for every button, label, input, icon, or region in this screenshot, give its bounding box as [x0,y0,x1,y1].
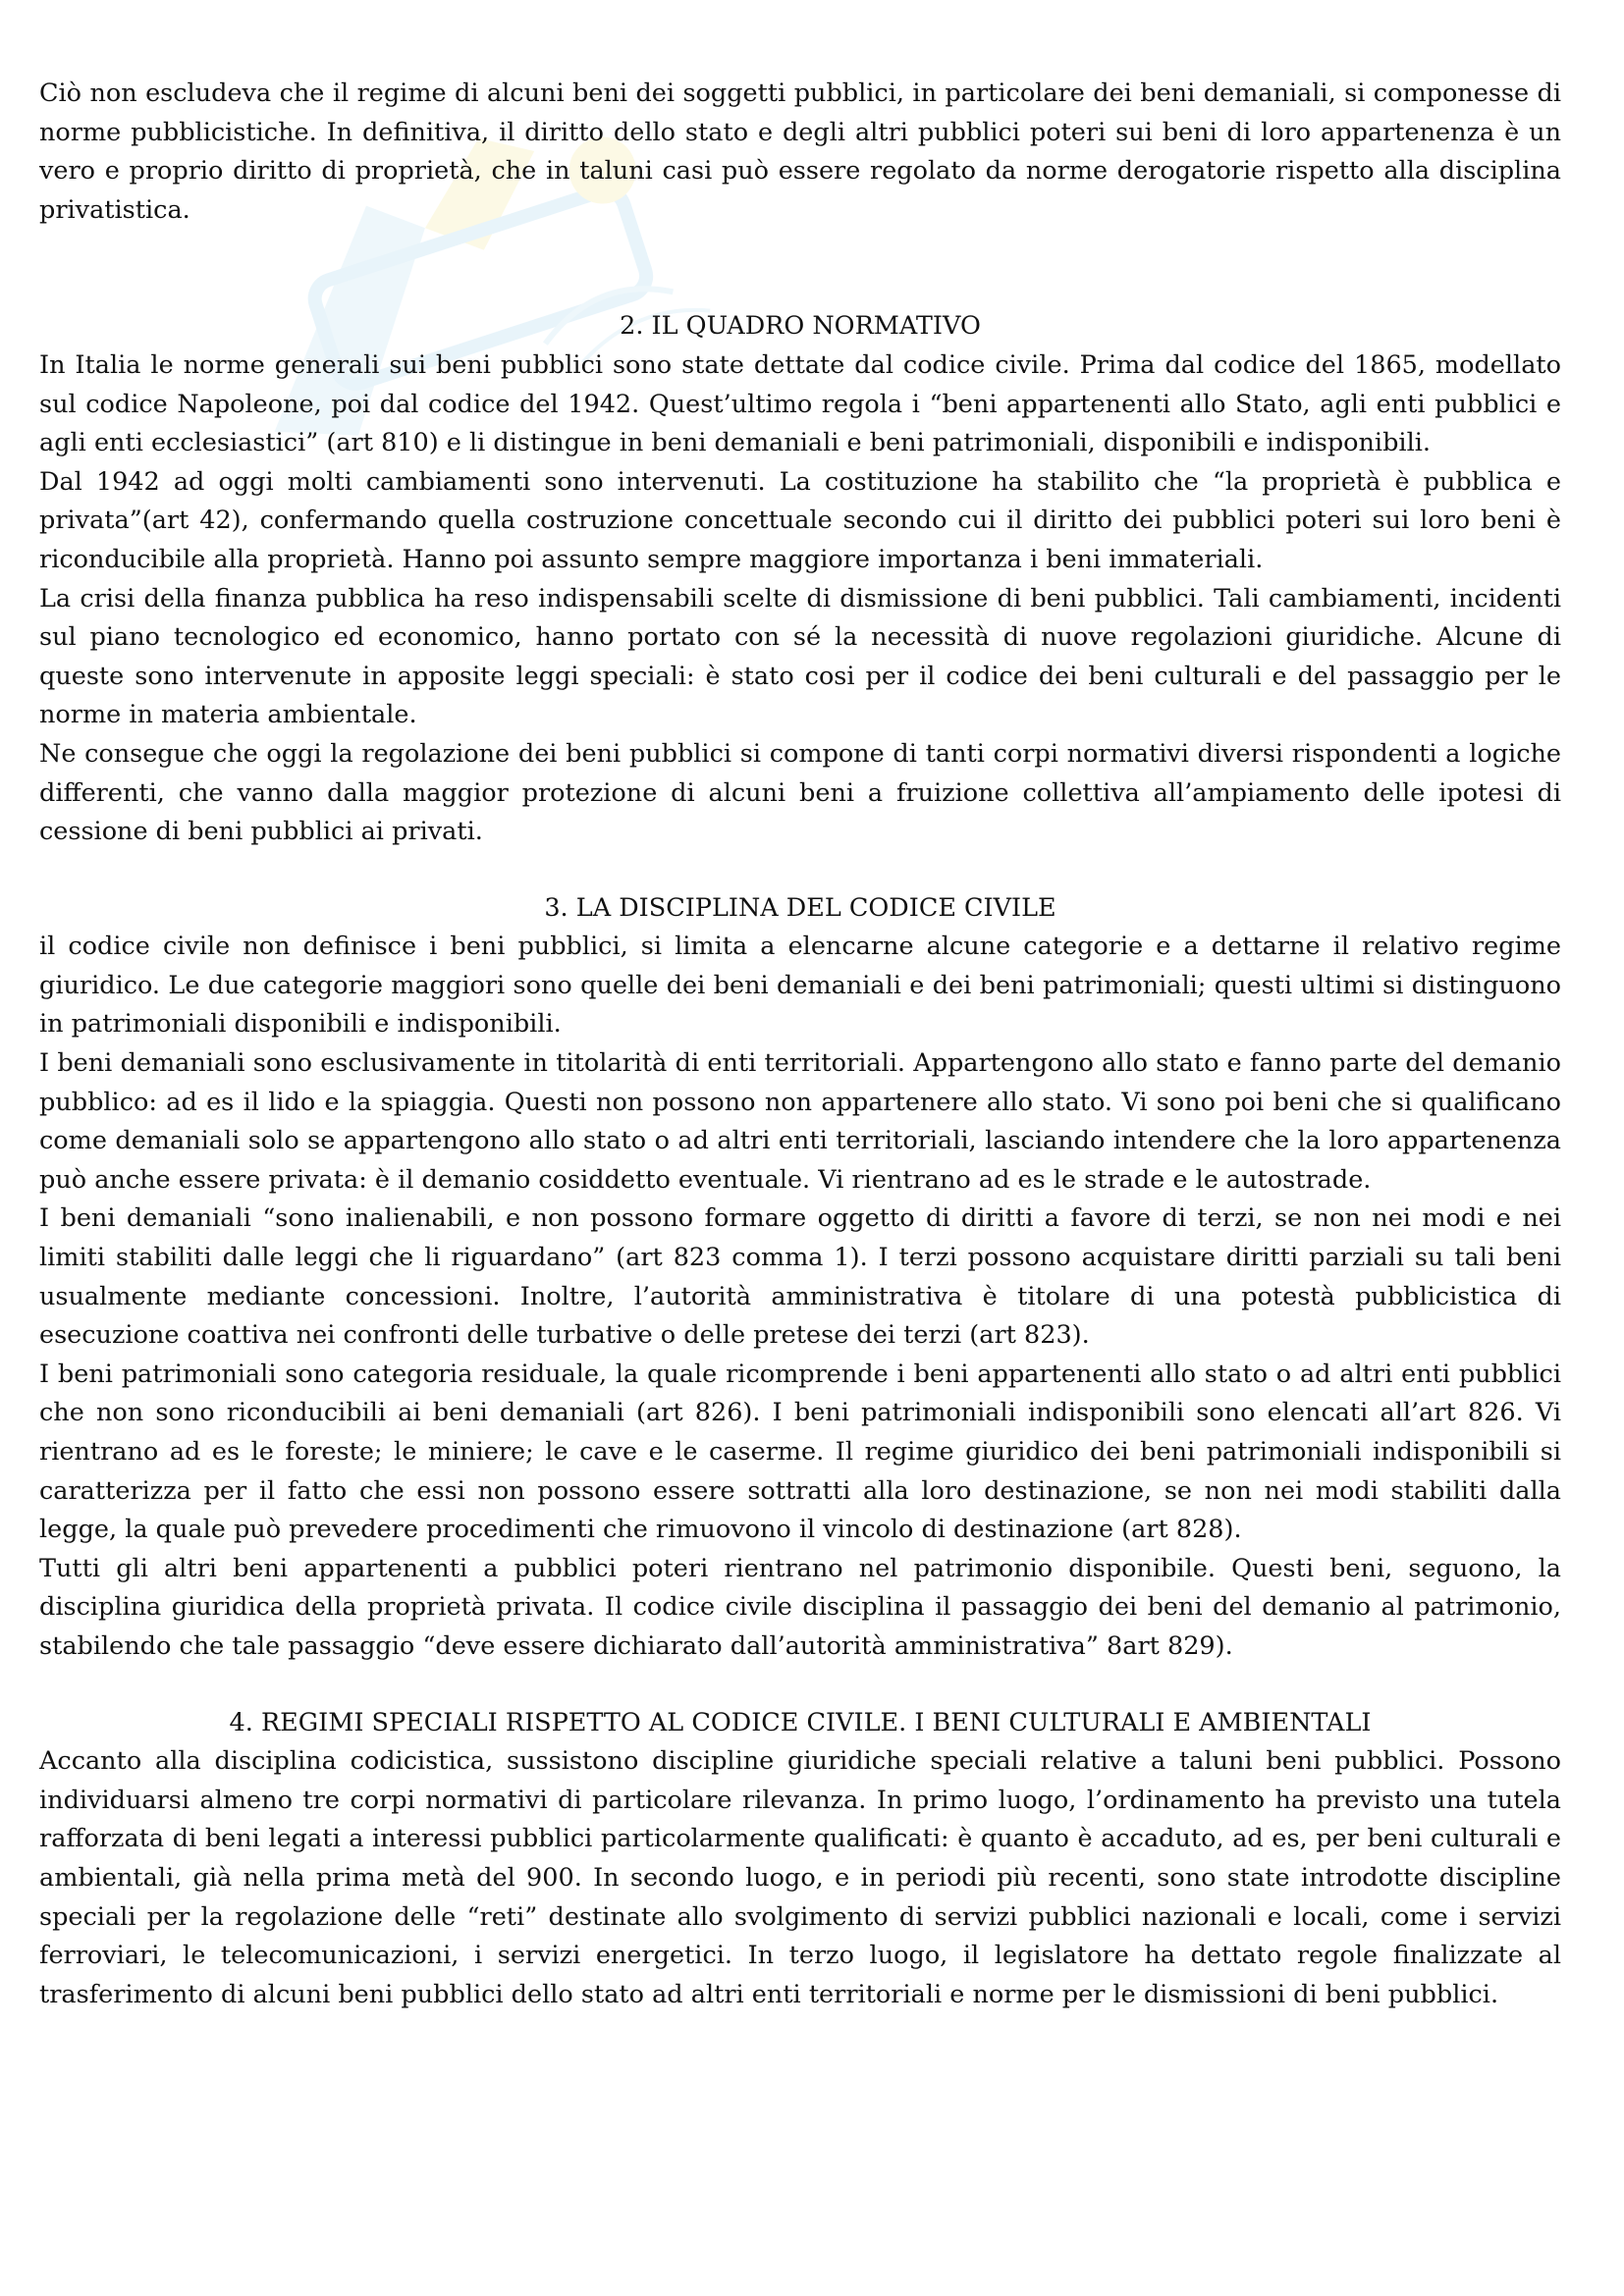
paragraph: I beni patrimoniali sono categoria residuale, la quale ricomprende i beni appartenenti allo stato o ad altri enti pubblici che non sono riconducibili ai beni demaniali (art 826). I beni patrimoniali indisponibili sono elencati all’art 826. Vi rientrano ad es le foreste; le miniere; le cave e le caserme. Il regime giuridico dei beni patrimoniali indisponibili si caratterizza per il fatto che essi non possono essere sottratti alla loro destinazione, se non nei modi stabiliti dalla legge, la quale può prevedere procedimenti che rimuovono il vincolo di destinazione (art 828). [39,1359,1561,1545]
paragraph: il codice civile non definisce i beni pubblici, si limita a elencarne alcune categorie e a dettarne il relativo regime giuridico. Le due categorie maggiori sono quelle dei beni demaniali e dei beni patrimoniali; questi ultimi si distinguono in patrimoniali disponibili e indisponibili. [39,932,1561,1040]
section-heading-quadro-normativo: 2. IL QUADRO NORMATIVO [620,311,981,342]
paragraph: I beni demaniali “sono inalienabili, e non possono formare oggetto di diritti a favore di terzi, se non nei modi e nei limiti stabiliti dalle leggi che li riguardano” (art 823 comma 1). I terzi possono acquistare diritti parziali su tali beni usualmente mediante concessioni. Inoltre, l’autorità amministrativa è titolare di una potestà pubblicistica di esecuzione coattiva nei confronti delle turbative o delle pretese dei terzi (art 823). [39,1203,1561,1351]
paragraph: I beni demaniali sono esclusivamente in titolarità di enti territoriali. Appartengono allo stato e fanno parte del demanio pubblico: ad es il lido e la spiaggia. Questi non possono non appartenere allo stato. Vi sono poi beni che si qualificano come demaniali solo se appartengono allo stato o ad altri enti territoriali, lasciando intendere che la loro appartenenza può anche essere privata: è il demanio cosiddetto eventuale. Vi rientrano ad es le strade e le autostrade. [39,1048,1561,1195]
document-body [39,75,1561,2014]
paragraph: Tutti gli altri beni appartenenti a pubblici poteri rientrano nel patrimonio disponibile. Questi beni, seguono, la disciplina giuridica della proprietà privata. Il codice civile disciplina il passaggio dei beni del demanio al patrimonio, stabilendo che tale passaggio “deve essere dichiarato dall’autorità amministrativa” 8art 829). [39,1553,1561,1661]
paragraph: La crisi della finanza pubblica ha reso indispensabili scelte di dismissione di beni pubblici. Tali cambiamenti, incidenti sul piano tecnologico ed economico, hanno portato con sé la necessità di nuove regolazioni giuridiche. Alcune di queste sono intervenute in apposite leggi speciali: è stato cosi per il codice dei beni culturali e del passaggio per le norme in materia ambientale. [39,583,1561,730]
paragraph: Ne consegue che oggi la regolazione dei beni pubblici si compone di tanti corpi normativi diversi rispondenti a logiche differenti, che vanno dalla maggior protezione di alcuni beni a fruizione collettiva all’ampiamento delle ipotesi di cessione di beni pubblici ai privati. [39,738,1561,847]
section-heading-regimi-speciali: 4. REGIMI SPECIALI RISPETTO AL CODICE CIVILE. I BENI CULTURALI E AMBIENTALI [229,1707,1372,1737]
section-heading-disciplina-codice-civile: 3. LA DISCIPLINA DEL CODICE CIVILE [544,892,1056,923]
paragraph: In Italia le norme generali sui beni pubblici sono state dettate dal codice civile. Prima dal codice del 1865, modellato sul codice Napoleone, poi dal codice del 1942. Quest’ultimo regola i “beni appartenenti allo Stato, agli enti pubblici e agli enti ecclesiastici” (art 810) e li distingue in beni demaniali e beni patrimoniali, disponibili e indisponibili. [39,349,1561,458]
intro-paragraph: Ciò non escludeva che il regime di alcuni beni dei soggetti pubblici, in particolare dei beni demaniali, si componesse di norme pubblicistiche. In definitiva, il diritto dello stato e degli altri pubblici poteri sui beni di loro appartenenza è un vero e proprio diritto di proprietà, che in taluni casi può essere regolato da norme derogatorie rispetto alla disciplina privatistica. [39,79,1561,225]
paragraph: Accanto alla disciplina codicistica, sussistono discipline giuridiche speciali relative a taluni beni pubblici. Possono individuarsi almeno tre corpi normativi di particolare rilevanza. In primo luogo, l’ordinamento ha previsto una tutela rafforzata di beni legati a interessi pubblici particolarmente qualificati: è quanto è accaduto, ad es, per beni culturali e ambientali, già nella prima metà del 900. In secondo luogo, e in periodi più recenti, sono state introdotte discipline speciali per la regolazione delle “reti” destinate allo svolgimento di servizi pubblici nazionali e locali, come i servizi ferroviari, le telecomunicazioni, i servizi energetici. In terzo luogo, il legislatore ha dettato regole finalizzate al trasferimento di alcuni beni pubblici dello stato ad altri enti territoriali e norme per le dismissioni di beni pubblici. [39,1746,1561,2009]
paragraph: Dal 1942 ad oggi molti cambiamenti sono intervenuti. La costituzione ha stabilito che “la proprietà è pubblica e privata”(art 42), confermando quella costruzione concettuale secondo cui il diritto dei pubblici poteri sui loro beni è riconducibile alla proprietà. Hanno poi assunto sempre maggiore importanza i beni immateriali. [39,466,1561,574]
